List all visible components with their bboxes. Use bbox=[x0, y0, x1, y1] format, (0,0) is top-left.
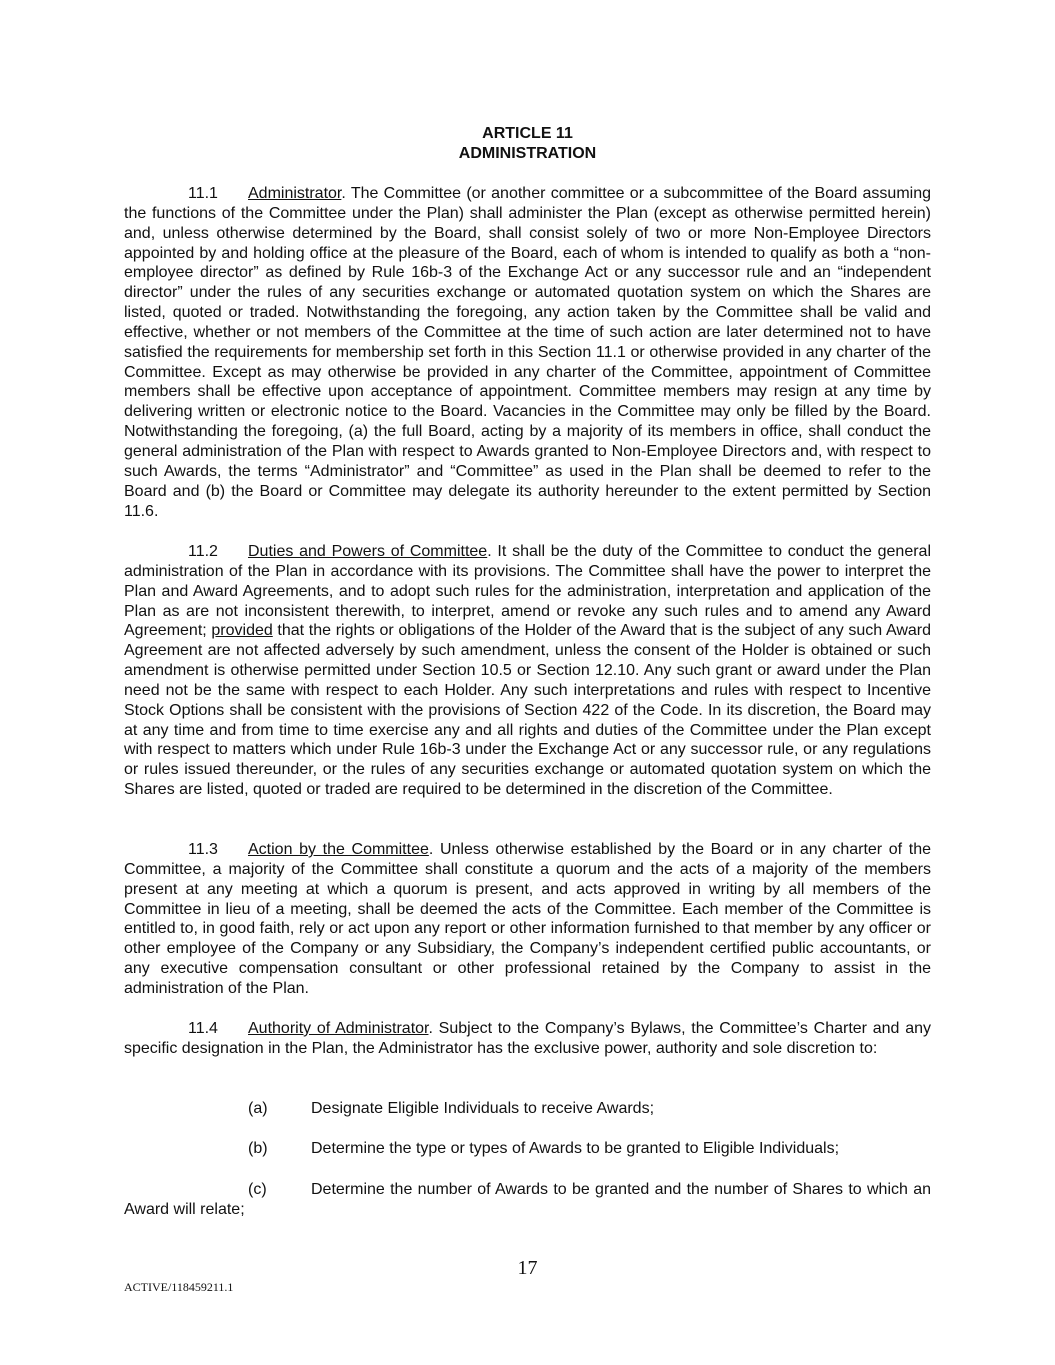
section-11-3 bbox=[124, 840, 931, 999]
item-label: (c) bbox=[248, 1181, 267, 1198]
section-text: . The Committee (or another committee or a subcommittee of the Board assuming the functions of the Committee under the Plan) shall administer the Plan (except as otherwise permitted herein) and, unless otherwise determined by the Board, shall consist solely of two or more Non-Employee Directors appointed by and holding office at the pleasure of the Board, each of whom is intended to qualify as both a “non-employee director” as defined by Rule 16b-3 of the Exchange Act or any successor rule and an “independent director” under the rules of any securities exchange or automated quotation system on which the Shares are listed, quoted or traded. Notwithstanding the foregoing, any action taken by the Committee shall be valid and effective, whether or not members of the Committee at the time of such action are later determined not to have satisfied the requirements for membership set forth in this Section 11.1 or otherwise provided in any charter of the Committee. Except as may otherwise be provided in any charter of the Committee, appointment of Committee members shall be effective upon acceptance of appointment. Committee members may resign at any time by delivering written or electronic notice to the Board. Vacancies in the Committee may only be filled by the Board. Notwithstanding the foregoing, (a) the full Board, acting by a majority of its members in office, shall conduct the general administration of the Plan with respect to Awards granted to Non-Employee Directors and, with respect to such Awards, the terms “Administrator” and “Committee” as used in the Plan shall be deemed to refer to the Board and (b) the Board or Committee may delegate its authority hereunder to the extent permitted by Section 11.6. bbox=[124, 185, 931, 520]
proviso-term: provided bbox=[211, 622, 273, 640]
document-id: ACTIVE/118459211.1 bbox=[124, 1280, 234, 1294]
item-label: (b) bbox=[248, 1140, 268, 1157]
item-text: Determine the type or types of Awards to be granted to Eligible Individuals; bbox=[311, 1140, 840, 1157]
item-text: Determine the number of Awards to be granted and the number of Shares to which an Award will relate; bbox=[124, 1181, 931, 1218]
section-text: . It shall be the duty of the Committee to conduct the general administration of the Plan in accordance with its provisions. The Committee shall have the power to interpret the Plan and Award Agreements, and to adopt such rules for the administration, interpretation and application of the Plan as are not inconsistent therewith, to interpret, amend or revoke any such rules and to amend any Award Agreement; bbox=[124, 543, 931, 640]
section-number: 11.4 bbox=[188, 1020, 218, 1037]
list-item-c bbox=[124, 1180, 931, 1220]
section-heading: Administrator bbox=[248, 185, 342, 202]
section-11-4 bbox=[124, 1019, 931, 1059]
list-item-a bbox=[248, 1099, 654, 1119]
section-text: . Subject to the Company’s Bylaws, the Committee’s Charter and any specific designation in the Plan, the Administrator has the exclusive power, authority and sole discretion to: bbox=[124, 1020, 932, 1057]
section-11-1 bbox=[124, 184, 931, 521]
item-label: (a) bbox=[248, 1100, 268, 1117]
list-item-b bbox=[248, 1139, 839, 1159]
article-subtitle: ADMINISTRATION bbox=[458, 145, 597, 162]
section-11-2 bbox=[124, 542, 931, 800]
section-text-continued: that the rights or obligations of the Holder of the Award that is the subject of any such Award Agreement are not affected adversely by such amendment, unless the consent of the Holder is obtained or such amendment is otherwise permitted under Section 10.5 or Section 12.10. Any such grant or award under the Plan need not be the same with respect to each Holder. Any such interpretations and rules with respect to Incentive Stock Options shall be consistent with the provisions of Section 422 of the Code. In its discretion, the Board may at any time and from time to time exercise any and all rights and duties of the Committee under the Plan except with respect to matters which under Rule 16b-3 under the Exchange Act or any successor rule, or any regulations or rules issued thereunder, or the rules of any securities exchange or automated quotation system on which the Shares are listed, quoted or traded are required to be determined in the discretion of the Committee. bbox=[124, 622, 932, 799]
section-heading: Duties and Powers of Committee bbox=[248, 543, 488, 560]
section-number: 11.2 bbox=[188, 543, 218, 560]
section-number: 11.1 bbox=[188, 185, 218, 202]
page-number: 17 bbox=[517, 1257, 538, 1279]
item-text: Designate Eligible Individuals to receive Awards; bbox=[311, 1100, 655, 1117]
article-title: ARTICLE 11 bbox=[482, 125, 573, 142]
section-heading: Authority of Administrator bbox=[248, 1020, 429, 1037]
section-text: . Unless otherwise established by the Board or in any charter of the Committee, a majority of the Committee shall constitute a quorum and the acts of a majority of the members present at any meeting at which a quorum is present, and acts approved in writing by all members of the Committee in lieu of a meeting, shall be deemed the acts of the Committee. Each member of the Committee is entitled to, in good faith, rely or act upon any report or other information furnished to that member by any officer or other employee of the Company or any Subsidiary, the Company’s independent certified public accountants, or any executive compensation consultant or other professional retained by the Company to assist in the administration of the Plan. bbox=[124, 841, 931, 997]
section-number: 11.3 bbox=[188, 841, 218, 858]
section-heading: Action by the Committee bbox=[248, 841, 429, 858]
